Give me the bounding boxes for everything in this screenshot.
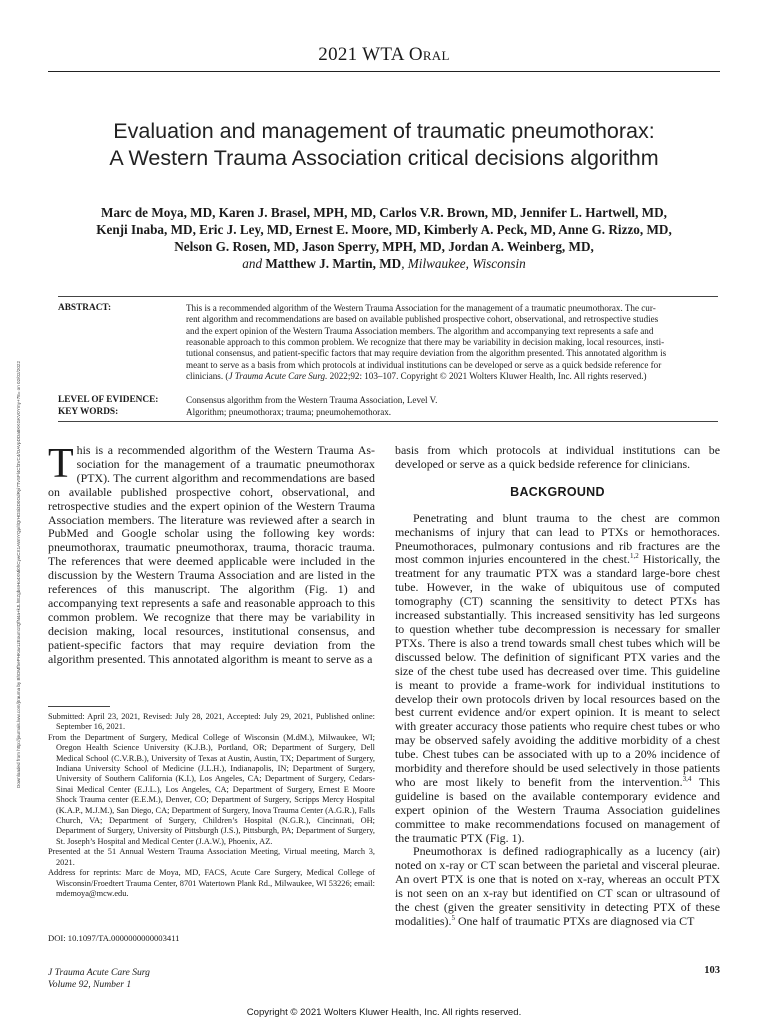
abstract-text: This is a recommended algorithm of the Western Trauma Association for the management of a traumatic pneumothorax. The cur- rent algorithm and recommendations are based on available published prospective cohort, observational, and retrospective studies and the expert opinion of the Western Trauma Association members. The algorithm and accompanying text represents a safe and reasonable approach to this common problem. We recognize that there may be variability in decision making, local resources, insti- tutional consensus, and patient-specific factors that may require deviation from the algorithm presented. This annotated algorithm is meant to serve as a basis from which protocols at individual institutions can be developed or serve as a quick bedside reference for clinicians. (J Trauma Acute Care Surg. 2022;92: 103–107. Copyright © 2021 Wolters Kluwer Health, Inc. All rights reserved.) [186,303,667,382]
article-title: Evaluation and management of traumatic pneumothorax: A Western Trauma Association critical decisions algorithm [109,119,659,170]
key-words: KEY WORDS: Algorithm; pneumothorax; trauma; pneumohemothorax. [58,407,392,417]
body-right-column [395,444,720,929]
doi: DOI: 10.1097/TA.0000000000003411 [48,933,180,943]
abstract-label: ABSTRACT: [58,303,112,313]
footnote-rule [48,706,110,707]
body-left-column: This is a recommended algorithm of the Western Trauma As- sociation for the management of a traumatic pneumothorax (PTX). The current algorithm and recommendations are based on available published prospective cohort, observational, and retrospective studies and the expert opinion of the Western Trauma Association members. The literature was reviewed after a search in PubMed and Google scholar using the following key words: pneumothorax, traumatic pneumothorax, trauma, thoracic trauma. The references that were deemed applicable were included in the discussion by the Western Trauma Association and are listed in the references of this manuscript. The algorithm (Fig. 1) and accompanying text represents a safe and reasonable approach to this common problem. We recognize that there may be variability in decision making, local resources, institutional consensus, and patient-specific factors that may require deviation from the algorithm presented. This annotated algorithm is meant to serve as a [48,441,375,666]
drop-cap: T [48,441,74,487]
intro-continued: basis from which protocols at individual institutions can be developed or serve as a quick bedside reference for clinicians. [395,443,720,471]
background-paragraph-2: Pneumothorax is defined radiographically as a lucency (air) noted on x-ray or CT scan between the parietal and visceral pleurae. An overt PTX is one that is noted on x-ray, whereas an occult PTX is not seen on an x-ray but identified on CT scan or ultrasound of the chest (given the greater sensitivity in detecting PTX of these modalities).$^5$ One half of traumatic PTXs are diagnosed via CT [395,844,720,928]
download-side-note: Downloaded from http://journals.lww.com/jtrauma by BhDMf5ePHKav1zEoum1tQfN4a+kJLhEZgbsIHo4XMi0hCywCX1AWnYQp/IlQrHD3i3D0OdRyi7TvSFl4Cf3VC4/OAVpDDa8KKGKV0Ymy+78= on 02/02/2022 [16,360,21,788]
abstract-top-rule [58,296,718,297]
author-list: Marc de Moya, MD, Karen J. Brasel, MPH, MD, Carlos V.R. Brown, MD, Jennifer L. Hartwell, MD, Kenji Inaba, MD, Eric J. Ley, MD, Ernest E. Moore, MD, Kimberly A. Peck, MD, Anne G. Rizzo, MD, Nelson G. Rosen, MD, Jason Sperry, MPH, MD, Jordan A. Weinberg, MD, and Matthew J. Martin, MD, Milwaukee, Wisconsin [96,205,672,271]
level-of-evidence: LEVEL OF EVIDENCE: Consensus algorithm from the Western Trauma Association, Level V. [58,395,438,405]
footnotes: Submitted: April 23, 2021, Revised: July 28, 2021, Accepted: July 29, 2021, Published online: September 16, 2021. From the Department of Surgery, Medical College of Wisconsin (M.dM.), Milwaukee, WI; Oregon Health Science University (K.J.B.), Portland, OR; Department of Surgery, Dell Medical School (C.V.R.B.), University of Texas at Austin, Austin, TX; Department of Surgery, Indiana University School of Medicine (J.L.H.), Indianapolis, IN; Department of Surgery, University of Southern California (K.I.), Los Angeles, CA; Department of Surgery, Cedars-Sinai Medical Center (E.J.L.), Los Angeles, CA; Department of Surgery, Ernest E Moore Shock Trauma center (E.E.M.), Denver, CO; Department of Surgery, Scripps Mercy Hospital (K.A.P., M.J.M.), San Diego, CA; Department of Surgery, Inova Trauma Center (A.G.R.), Falls Church, VA; Department of Surgery, Children’s Hospital (N.G.R.), Cincinnati, OH; Department of Surgery, University of Pittsburgh (J.S.), Pittsburgh, PA; Department of Surgery, St. Joseph’s Hospital and Medical Center (J.A.W.), Phoenix, AZ. Presented at the 51 Annual Western Trauma Association Meeting, Virtual meeting, March 3, 2021. Address for reprints: Marc de Moya, MD, FACS, Acute Care Surgery, Medical College of Wisconsin/Froedtert Trauma Center, 8701 Watertown Plank Rd., Milwaukee, WI 53226; email: mdemoya@mcw.edu. [48,712,375,898]
abstract-block [58,303,718,382]
header-rule [48,71,720,72]
abstract-bottom-rule [58,421,718,422]
section-label: 2021 WTA Oral [318,44,450,65]
background-paragraph-1: Penetrating and blunt trauma to the chest are common mechanisms of injury that can lead to PTXs or hemothoraces. Pneumothoraces, pulmonary contusions and rib fractures are the most common injuries encountered in the chest.$^{1,2}$ Historically, the treatment for any traumatic PTX was a standard large-bore chest tube. However, in the wake of ubiquitous use of computed tomography (CT) scanning the sensitivity to detect PTXs has increased substantially. This increased sensitivity has led surgeons to question whether tube decompression is necessary for smaller PTXs. There is also a trend towards small chest tubes which will be discussed below. The definition of significant PTX varies and the size of the chest tube used has decreased over time. This guideline is meant to provide a frame-work for individual institutions to develop their own protocols driven by local resources based on the best current evidence and/or expert opinion. It is meant to select with greater accuracy those patients who require chest tubes or who may be observed safely avoiding the additive morbidity of a chest tube. Chest tubes can be associated with up to a 20% incidence of morbidity and therefore should be used selectively in those patients who are most likely to benefit from the intervention.$^{3,4}$ This guideline is based on the available contemporary evidence and expert opinion of the Western Trauma Association guidelines committee to make recommendations focused on management of the traumatic PTX (Fig. 1). [395,510,720,845]
copyright-notice: Copyright © 2021 Wolters Kluwer Health, Inc. All rights reserved. [246,1007,522,1018]
section-heading-background: BACKGROUND [510,484,605,499]
page-number: 103 [704,965,720,976]
journal-info: J Trauma Acute Care Surg Volume 92, Number 1 [48,967,150,990]
